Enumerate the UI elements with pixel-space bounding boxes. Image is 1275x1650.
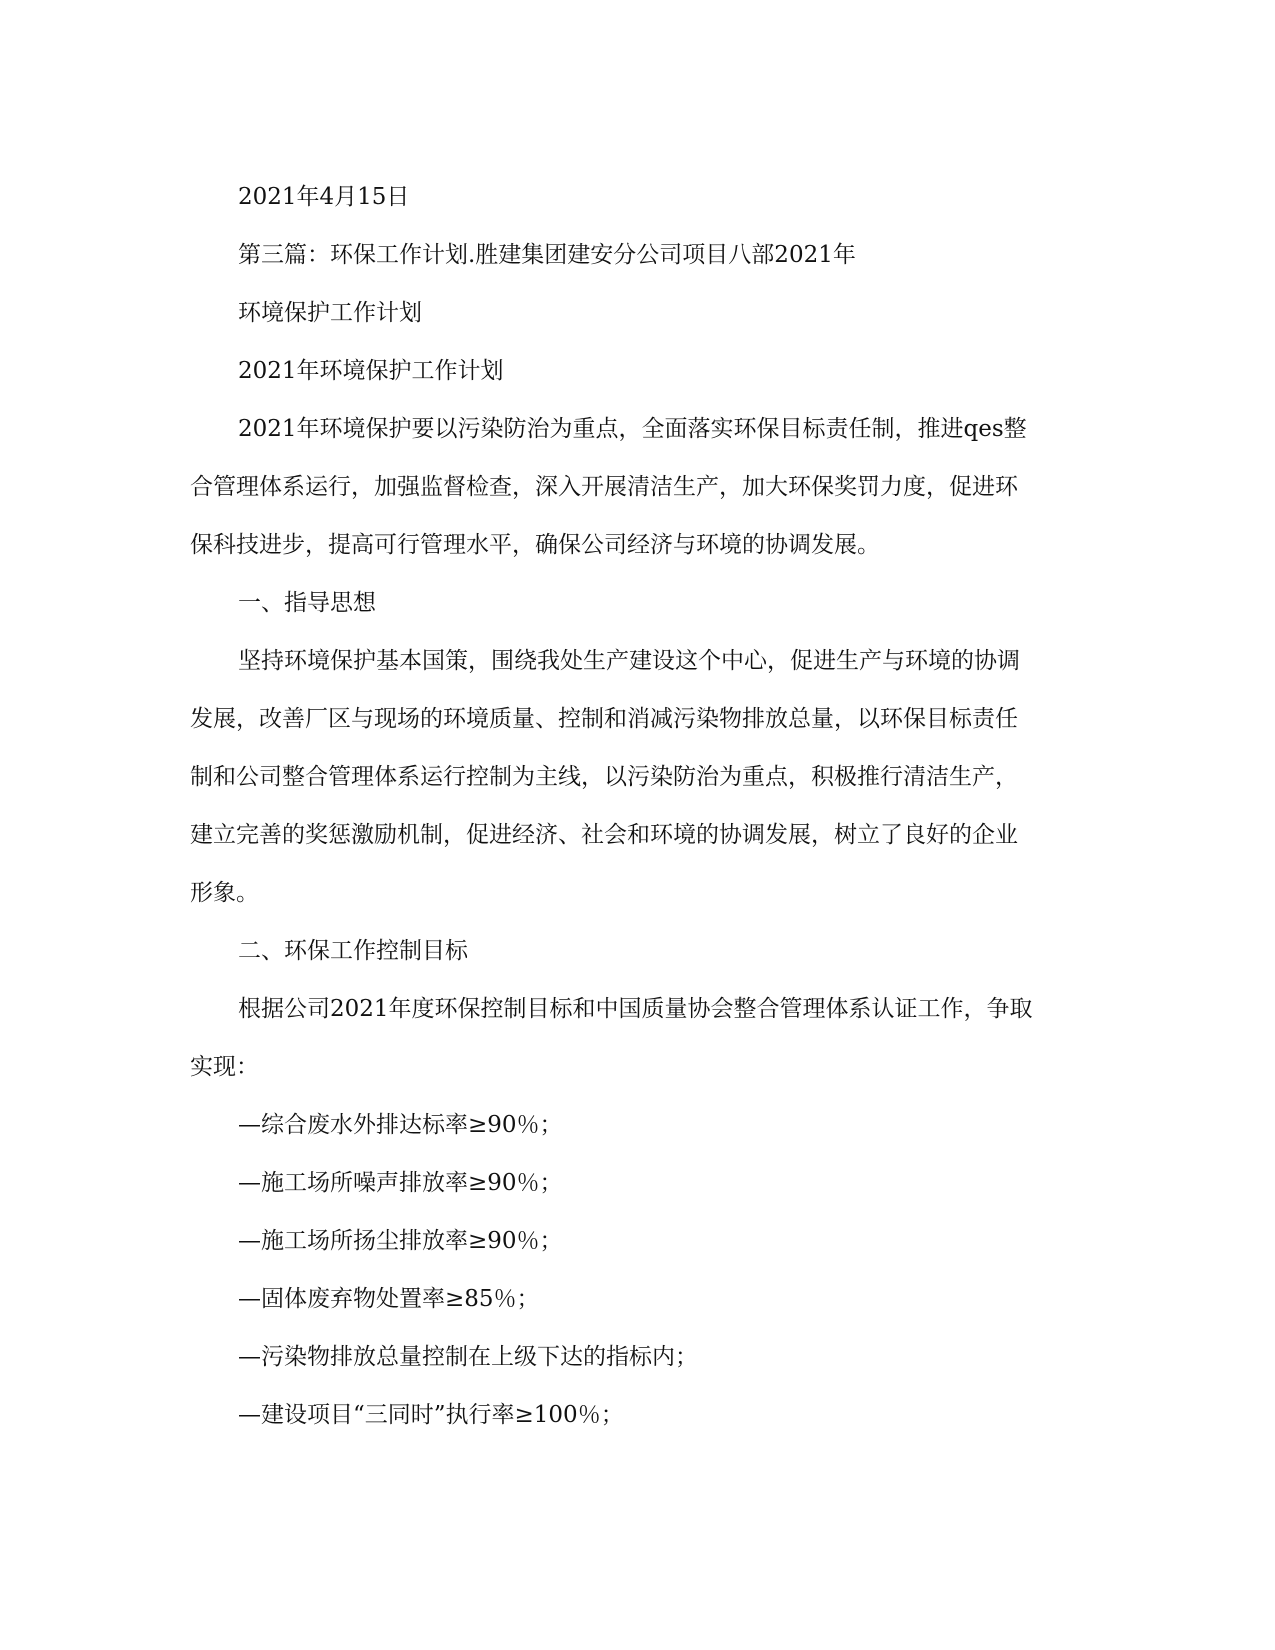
chapter-title-continued: 环境保护工作计划 — [238, 300, 422, 326]
guiding-ideology-paragraph — [190, 632, 1090, 922]
chapter-title: 第三篇：环保工作计划.胜建集团建安分公司项目八部2021年 — [238, 242, 856, 268]
paragraph-line: 发展，改善厂区与现场的环境质量、控制和消减污染物排放总量，以环保目标责任 — [190, 706, 1018, 732]
paragraph-line: 形象。 — [190, 880, 259, 906]
section-heading-guiding-ideology: 一、指导思想 — [238, 590, 376, 616]
paragraph-line: 制和公司整合管理体系运行控制为主线，以污染防治为重点，积极推行清洁生产， — [190, 764, 1018, 790]
paragraph-line: 合管理体系运行，加强监督检查，深入开展清洁生产，加大环保奖罚力度，促进环 — [190, 474, 1018, 500]
target-item: —施工场所扬尘排放率≥90％； — [238, 1228, 563, 1254]
paragraph-line: 建立完善的奖惩激励机制，促进经济、社会和环境的协调发展，树立了良好的企业 — [190, 822, 1018, 848]
intro-paragraph — [190, 400, 1090, 574]
document-date: 2021年4月15日 — [238, 184, 410, 210]
paragraph-line: 保科技进步，提高可行管理水平，确保公司经济与环境的协调发展。 — [190, 532, 880, 558]
target-item: —固体废弃物处置率≥85％； — [238, 1286, 540, 1312]
target-item: —综合废水外排达标率≥90％； — [238, 1112, 563, 1138]
paragraph-line: 根据公司2021年度环保控制目标和中国质量协会整合管理体系认证工作，争取 — [238, 996, 1033, 1022]
plan-title: 2021年环境保护工作计划 — [238, 358, 504, 384]
paragraph-line: 实现： — [190, 1054, 259, 1080]
section-heading-control-targets: 二、环保工作控制目标 — [238, 938, 468, 964]
target-item: —污染物排放总量控制在上级下达的指标内； — [238, 1344, 698, 1370]
target-item: —建设项目“三同时”执行率≥100％； — [238, 1402, 624, 1428]
paragraph-line: 坚持环境保护基本国策，围绕我处生产建设这个中心，促进生产与环境的协调 — [238, 648, 1020, 674]
target-item: —施工场所噪声排放率≥90％； — [238, 1170, 563, 1196]
paragraph-line: 2021年环境保护要以污染防治为重点，全面落实环保目标责任制，推进qes整 — [238, 416, 1027, 442]
control-targets-paragraph — [190, 980, 1090, 1096]
document-body — [190, 168, 1090, 1444]
